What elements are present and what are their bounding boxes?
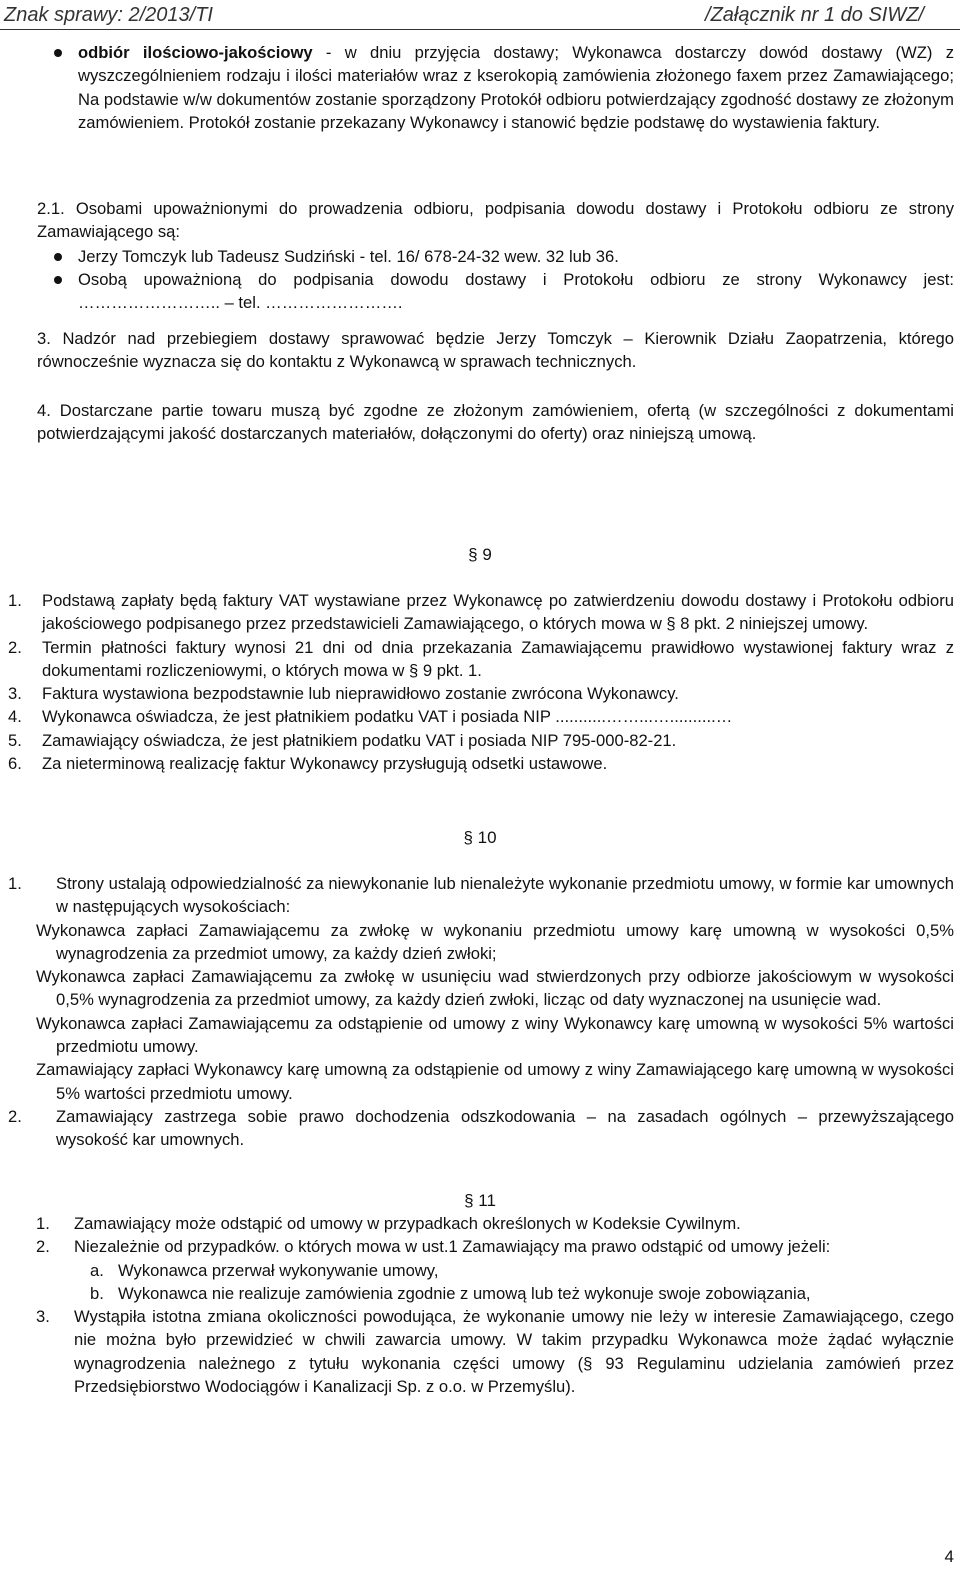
- list-item: 6. Za nieterminową realizację faktur Wykonawcy przysługują odsetki ustawowe.: [8, 754, 608, 774]
- list-item: 4. Wykonawca oświadcza, że jest płatnikiem podatku VAT i posiada NIP ...........……...…..........…: [8, 707, 733, 727]
- sub-item: Zamawiający zapłaci Wykonawcy karę umowną za odstąpienie od umowy z winy Zamawiającego karę umowną w wysokości 5% wartości przedmiotu umowy.: [36, 1060, 954, 1103]
- intro-bullet-text: odbiór ilościowo-jakościowy - w dniu przyjęcia dostawy; Wykonawca dostarczy dowód dostawy (WZ) z wyszczególnieniem rodzaju i ilości materiałów wraz z kserokopią zamówienia złożonego faxem przez Zamawiającego; Na podstawie w/w dokumentów zostanie sporządzony Protokół odbioru potwierdzający zgodność dostawy ze złożonym zamówieniem. Protokół zostanie przekazany Wykonawcy i stanowić będzie podstawę do wystawienia faktury.: [78, 43, 954, 132]
- attachment-label: /Załącznik nr 1 do SIWZ/: [705, 4, 924, 26]
- list-item: 1. Zamawiający może odstąpić od umowy w przypadkach określonych w Kodeksie Cywilnym.: [36, 1214, 741, 1233]
- list-item: Osobą upoważnioną do podpisania dowodu dostawy i Protokołu odbioru ze strony Wykonawcy jest: …………………….. – tel. …………………….: [78, 268, 954, 315]
- section-title-10: § 10: [463, 828, 497, 847]
- sub-item: b. Wykonawca nie realizuje zamówienia zgodnie z umową lub też wykonuje swoje zobowiązania,: [90, 1283, 811, 1303]
- bullet-icon: [54, 253, 62, 261]
- list-item: 1. Podstawą zapłaty będą faktury VAT wystawiane przez Wykonawcę po zatwierdzeniu dowodu dostawy i Protokołu odbioru jakościowego podpisanego przez przedstawicieli Zamawiającego, o których mowa w § 8 pkt. 2 niniejszej umowy.: [8, 591, 954, 634]
- bullet-icon: [54, 49, 62, 57]
- list-item: 1. Strony ustalają odpowiedzialność za niewykonanie lub nienależyte wykonanie przedmiotu umowy, w formie kar umownych w następujących wysokościach:: [8, 874, 954, 917]
- section-title-9: § 9: [468, 545, 492, 564]
- case-number: Znak sprawy: 2/2013/TI: [4, 4, 213, 26]
- list-item: 5. Zamawiający oświadcza, że jest płatnikiem podatku VAT i posiada NIP 795-000-82-21.: [8, 730, 677, 750]
- page-header: [0, 0, 960, 36]
- list-item: 2. Zamawiający zastrzega sobie prawo dochodzenia odszkodowania – na zasadach ogólnych – przewyższającego wysokość kar umownych.: [8, 1106, 954, 1150]
- bullet-icon: [54, 276, 62, 284]
- list-item: 2. Termin płatności faktury wynosi 21 dni od dnia przekazania Zamawiającemu prawidłowo wystawionej faktury wraz z dokumentami rozliczeniowymi, o których mowa w § 9 pkt. 1.: [8, 637, 954, 680]
- sub-item: a. Wykonawca przerwał wykonywanie umowy,: [90, 1260, 439, 1280]
- list-item: 3. Faktura wystawiona bezpodstawnie lub nieprawidłowo zostanie zwrócona Wykonawcy.: [8, 684, 679, 704]
- section-11-list: [36, 1212, 954, 1398]
- sub-item: Wykonawca zapłaci Zamawiającemu za zwłokę w usunięciu wad stwierdzonych przy odbiorze jakościowym w wysokości 0,5% wynagrodzenia za przedmiot umowy, za każdy dzień zwłoki, licząc od daty wyznaczonej na usunięcie wad.: [36, 967, 954, 1010]
- section-10-list: [8, 872, 954, 1152]
- section-title-11: § 11: [464, 1191, 496, 1210]
- list-item: 3. Wystąpiła istotna zmiana okoliczności powodująca, że wykonanie umowy nie leży w interesie Zamawiającego, czego nie można było przewidzieć w chwili zawarcia umowy. W takim przypadku Wykonawca może żądać wyłącznie wynagrodzenia należnego z tytułu wykonania części umowy (§ 93 Regulaminu udzielania zamówień przez Przedsiębiorstwo Wodociągów i Kanalizacji Sp. z o.o. w Przemyślu).: [36, 1307, 954, 1397]
- list-item: Jerzy Tomczyk lub Tadeusz Sudziński - tel. 16/ 678-24-32 wew. 32 lub 36.: [78, 245, 954, 268]
- header-divider: [0, 29, 960, 30]
- paragraph-4: 4. Dostarczane partie towaru muszą być zgodne ze złożonym zamówieniem, ofertą (w szczególności z dokumentami potwierdzającymi jakość dostarczanych materiałów, dołączonymi do oferty) oraz niniejszą umową.: [37, 401, 954, 444]
- sub-item: Wykonawca zapłaci Zamawiającemu za zwłokę w wykonaniu przedmiotu umowy karę umowną w wysokości 0,5% wynagrodzenia za przedmiot umowy, za każdy dzień zwłoki;: [36, 920, 954, 963]
- paragraph-3: 3. Nadzór nad przebiegiem dostawy sprawować będzie Jerzy Tomczyk – Kierownik Działu Zaopatrzenia, którego równocześnie wyznacza się do kontaktu z Wykonawcą w sprawach technicznych.: [37, 329, 954, 372]
- section-9-list: [8, 589, 954, 775]
- penalty-sublist: [8, 919, 954, 1105]
- paragraph-2-1: 2.1. Osobami upoważnionymi do prowadzenia odbioru, podpisania dowodu dostawy i Protokołu odbioru ze strony Zamawiającego są:: [37, 199, 954, 242]
- sub-item: Wykonawca zapłaci Zamawiającemu za odstąpienie od umowy z winy Wykonawcy karę umowną w wysokości 5% wartości przedmiotu umowy.: [36, 1013, 954, 1057]
- page-number: 4: [944, 1547, 954, 1566]
- intro-bullet-item: [78, 41, 954, 134]
- list-item: 2. Niezależnie od przypadków. o których mowa w ust.1 Zamawiający ma prawo odstąpić od umowy jeżeli:: [36, 1237, 831, 1257]
